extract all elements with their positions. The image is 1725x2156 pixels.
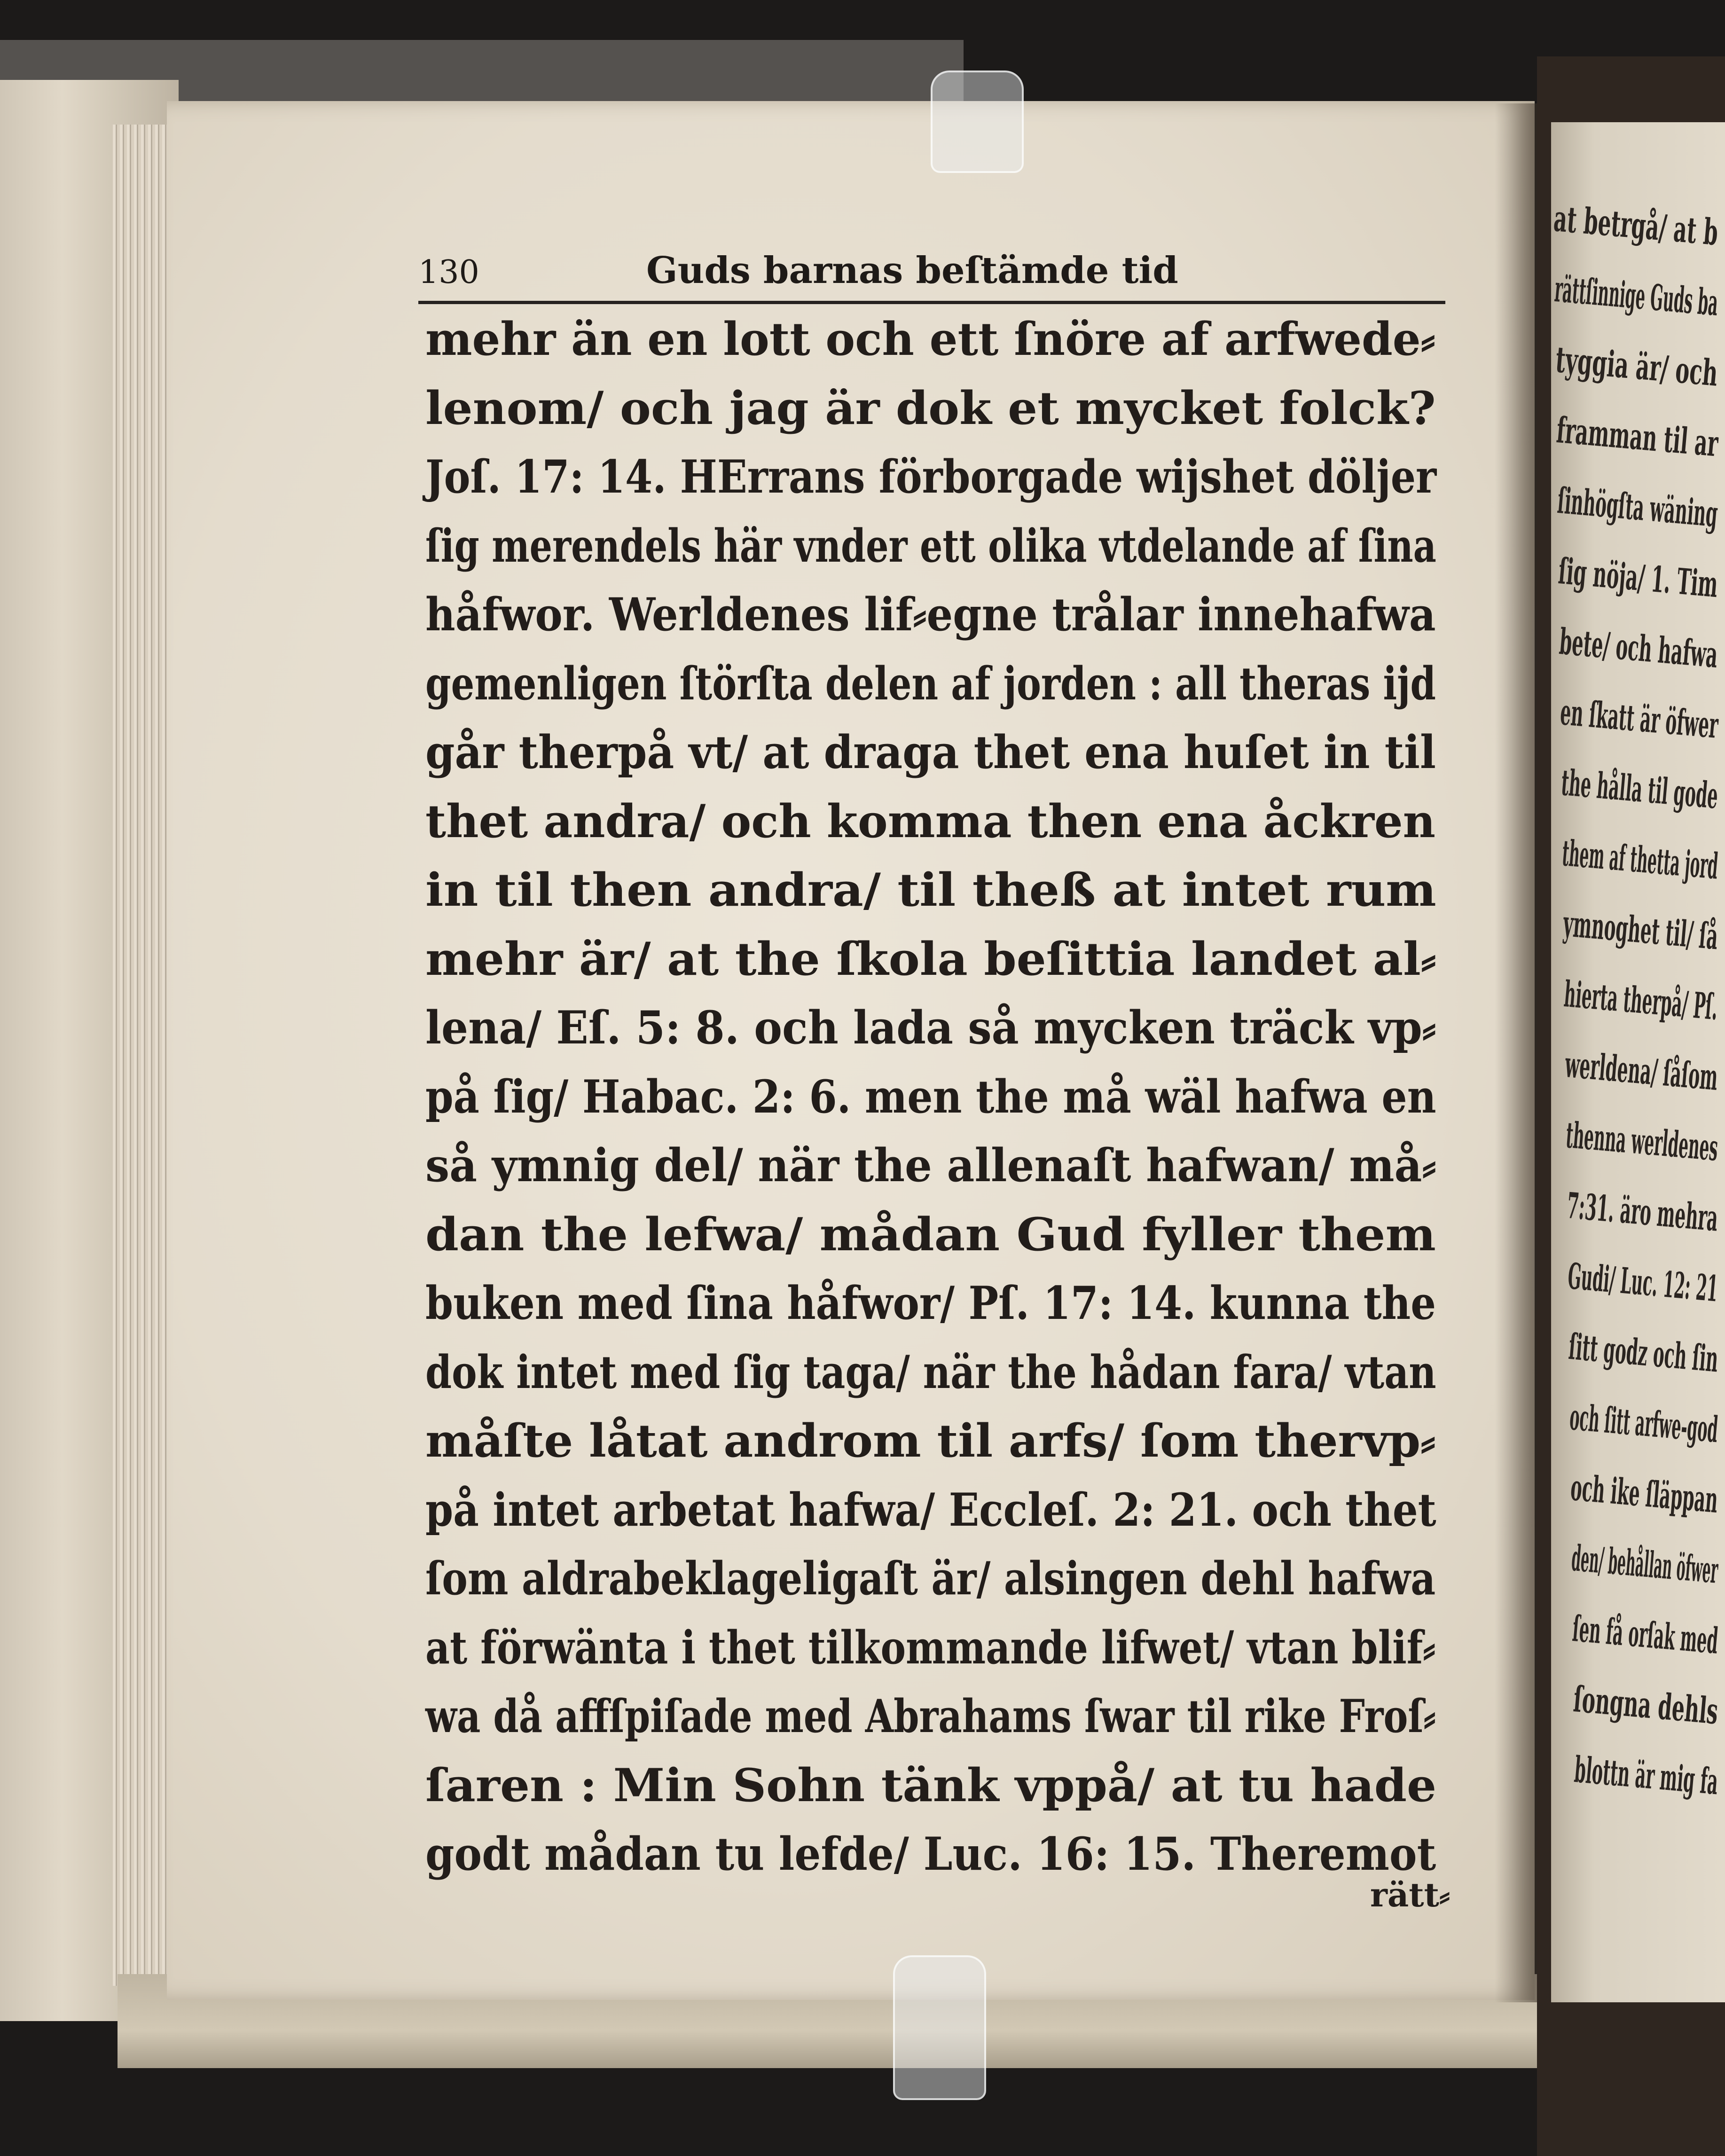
text-line: wa då affſpiſade med Abrahams ſwar til rike Froſ⸗ xyxy=(425,1690,1436,1743)
bottom-clip xyxy=(893,1955,986,2100)
facing-text-line: en ſkatt är öfwer xyxy=(1559,691,1720,746)
text-line: går therpå vt/ at draga thet ena huſet in til xyxy=(425,726,1436,779)
facing-text-line: blottn är mig fa xyxy=(1573,1748,1720,1803)
facing-text-line: bete/ och hafwa xyxy=(1558,620,1720,676)
facing-text-line: 7:31. äro mehra xyxy=(1565,1184,1720,1239)
facing-text-line: werldena/ ſåſom xyxy=(1563,1043,1720,1099)
facing-text-line: och ſitt arfwe-god xyxy=(1568,1396,1720,1451)
text-line: godt mådan tu lefde/ Luc. 16: 15. Theremot xyxy=(425,1827,1436,1881)
facing-text-line: hierta therpå/ Pſ. xyxy=(1562,973,1720,1028)
page-number: 130 xyxy=(418,254,479,291)
facing-text-line: och ike ſläppan xyxy=(1569,1466,1720,1521)
text-line: på ſig/ Habac. 2: 6. men the må wäl hafwa en xyxy=(425,1070,1436,1123)
facing-text-line: ymnoghet til/ ſå xyxy=(1561,902,1720,958)
text-line: ſaren : Min Sohn tänk vppå/ at tu hade xyxy=(425,1758,1436,1812)
gutter-shadow xyxy=(1495,103,1537,2002)
text-line: Joſ. 17: 14. HErrans förborgade wijshet döljer xyxy=(425,450,1437,503)
page-header xyxy=(418,244,1448,296)
facing-text-line: the hålla til gode xyxy=(1560,761,1720,817)
text-line: håfwor. Werldenes lif⸗egne trålar innehafwa xyxy=(425,588,1436,641)
text-line: på intet arbetat hafwa/ Eccleſ. 2: 21. och thet xyxy=(425,1483,1436,1537)
top-clip xyxy=(931,71,1024,173)
facing-text-line: thenna werldenes xyxy=(1564,1114,1720,1169)
text-line: dan the lefwa/ mådan Gud fyller them xyxy=(425,1207,1436,1261)
text-line: mehr än en lott och ett ſnöre af arfwede⸗ xyxy=(425,313,1435,366)
text-line: gemenligen ſtörſta delen af jorden : all theras ijd xyxy=(425,657,1436,710)
text-line: buken med ſina håfwor/ Pſ. 17: 14. kunna the xyxy=(425,1277,1436,1330)
text-line: thet andra/ och komma then ena åckren xyxy=(425,794,1435,848)
facing-text-line: framman til ar xyxy=(1555,409,1720,465)
text-line: at förwänta i thet tilkommande lifwet/ vtan blif⸗ xyxy=(425,1621,1436,1674)
facing-text-line: tyggia är/ och xyxy=(1554,338,1720,394)
facing-text-line: ſen få orſak med xyxy=(1571,1607,1720,1662)
facing-text-line: Gudi/ Luc. 12: 21 xyxy=(1566,1255,1720,1310)
facing-text-line: at betrgå/ at b xyxy=(1552,197,1720,254)
page-edges xyxy=(113,125,169,1986)
text-line: mehr är/ at the ſkola beſittia landet al⸗ xyxy=(425,932,1436,986)
facing-text-line: ſinhögſta wäning xyxy=(1556,479,1720,535)
running-head: Guds barnas beſtämde tid xyxy=(646,249,1178,292)
text-line: lenom/ och jag är dok et mycket folck? xyxy=(425,381,1436,435)
text-line: lena/ Eſ. 5: 8. och lada så mycken träck vp⸗ xyxy=(425,1001,1436,1054)
facing-text-line: ſongna dehls xyxy=(1572,1678,1720,1733)
text-line: in til then andra/ til theß at intet rum xyxy=(425,863,1436,917)
facing-text-line: ſitt godz och ſin xyxy=(1567,1325,1720,1380)
facing-page xyxy=(1551,122,1725,2002)
text-line: så ymnig del/ när the allenaſt hafwan/ må⸗ xyxy=(425,1139,1436,1192)
facing-text-line: rättſinnige Guds ba xyxy=(1553,268,1720,324)
header-rule xyxy=(418,301,1445,304)
text-line: måſte låtat androm til arfs/ ſom thervp⸗ xyxy=(425,1414,1436,1467)
catchword: rätt⸗ xyxy=(1370,1875,1451,1914)
text-line: ſom aldrabeklageligaſt är/ alsingen dehl hafwa xyxy=(425,1552,1436,1605)
facing-text-line: them af thetta jord xyxy=(1560,832,1720,887)
facing-text-line: ſig nöja/ 1. Tim xyxy=(1557,550,1720,606)
text-line: ſig merendels här vnder ett olika vtdelande af ſina xyxy=(425,519,1436,572)
text-line: dok intet med ſig taga/ när the hådan fara/ vtan xyxy=(425,1345,1436,1399)
facing-text-line: den/ behållan öfwer xyxy=(1570,1537,1720,1592)
